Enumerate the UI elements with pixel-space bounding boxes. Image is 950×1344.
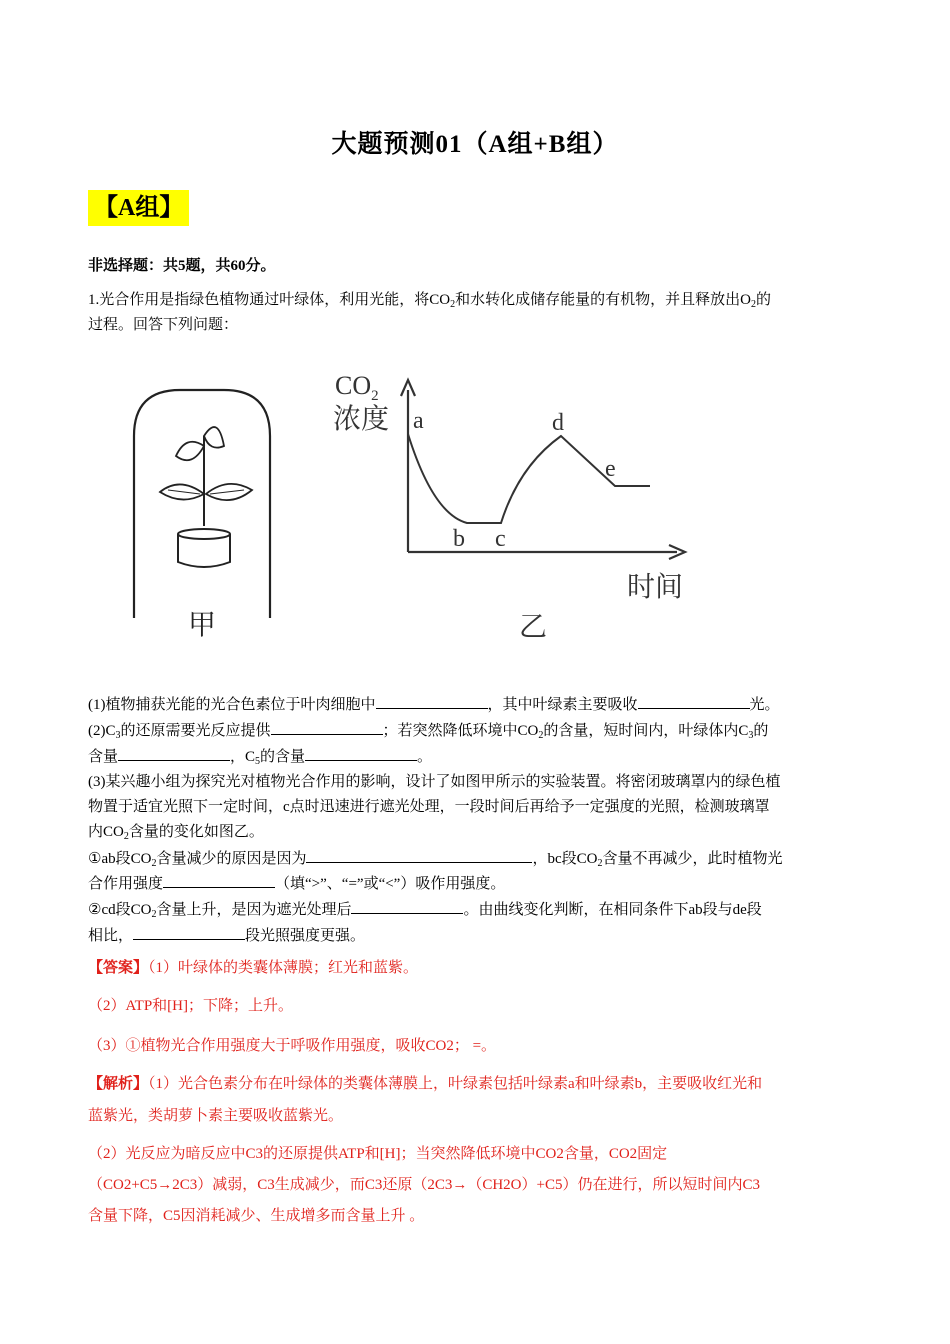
question-2-line2: 含量 ，$C_5$的含量 。 (88, 746, 432, 767)
point-b-label: b (453, 526, 465, 552)
figure-jia-caption: 甲 (187, 610, 217, 641)
question-3-line2: 物置于适宜光照下一定时间，c点时迅速进行遮光处理，一段时间后再给予一定强度的光照，检测玻璃罩 (88, 799, 770, 815)
y-axis-label-concentration: 浓度 (333, 404, 390, 435)
point-d-label: d (552, 410, 564, 436)
point-c-label: c (495, 526, 506, 552)
figure-yi-co2-curve (325, 362, 720, 652)
answer-line3: （3）①植物光合作用强度大于呼吸作用强度，吸收CO2； =。 (88, 1038, 497, 1054)
question-3-sub2-line1: ②cd段$CO_2$含量上升，是因为遮光处理后 。由曲线变化判断，在相同条件下ab段与de段 (88, 899, 762, 920)
answer-line1: 【答案】（1）叶绿体的类囊体薄膜；红光和蓝紫。 (88, 960, 419, 976)
group-a-label: 【A组】 (88, 190, 189, 226)
analysis-line4: （CO2+C5→2C3）减弱，C3生成减少，而C3还原（2C3→（CH2O）+C5）仍在进行，所以短时间内C3 (88, 1177, 760, 1193)
leaf-icon (176, 442, 204, 460)
figure-jia-bell-jar (120, 376, 285, 646)
point-e-label: e (605, 456, 616, 482)
page-title: 大题预测01（A组+B组） (331, 131, 619, 158)
leaf-icon (204, 427, 224, 448)
x-axis-label-time: 时间 (627, 572, 684, 603)
question-3-line1: (3)某兴趣小组为探究光对植物光合作用的影响，设计了如图甲所示的实验装置。将密闭玻璃罩内的绿色植 (88, 774, 781, 790)
question-3-line3: 内$CO_2$含量的变化如图乙。 (88, 824, 264, 842)
analysis-line3: （2）光反应为暗反应中C3的还原提供ATP和[H]；当突然降低环境中CO2含量，CO2固定 (88, 1146, 668, 1162)
figure-yi-caption: 乙 (518, 612, 548, 643)
analysis-line1: 【解析】（1）光合色素分布在叶绿体的类囊体薄膜上，叶绿素包括叶绿素a和叶绿素b，主要吸收红光和 (88, 1076, 763, 1092)
question-2-line1: $(2)C_3$的还原需要光反应提供 ；若突然降低环境中$CO_2$的含量，短时间内，叶绿体内$C_3$的 (88, 720, 768, 741)
answer-line2: （2）ATP和[H]；下降；上升。 (88, 998, 293, 1014)
analysis-line5: 含量下降，C5因消耗减少、生成增多而含量上升 。 (88, 1208, 425, 1224)
y-axis-label-co2: $CO_2$ (335, 371, 379, 404)
question-1: (1)植物捕获光能的光合色素位于叶肉细胞中 ，其中叶绿素主要吸收 光。 (88, 694, 780, 715)
q1-stem-line1: 1.光合作用是指绿色植物通过叶绿体，利用光能，将$CO_2$和水转化成储存能量的有机物，并且释放出$O_2$的 (88, 292, 771, 310)
bell-jar-outline (134, 390, 270, 618)
flower-pot-rim (178, 529, 230, 539)
question-3-sub2-line2: 相比， 段光照强度更强。 (88, 925, 365, 946)
q1-stem-line2: 过程。回答下列问题： (88, 317, 239, 333)
analysis-line2: 蓝紫光，类胡萝卜素主要吸收蓝紫光。 (88, 1108, 344, 1124)
question-3-sub1-line2: 合作用强度 （填“>”、“=”或“<”）吸作用强度。 (88, 873, 505, 894)
section-intro: 非选择题：共5题，共60分。 (88, 258, 276, 274)
point-a-label: a (413, 408, 424, 434)
question-3-sub1-line1: ①ab段$CO_2$含量减少的原因是因为 ，bc段$CO_2$含量不再减少，此时植物光 (88, 848, 782, 869)
